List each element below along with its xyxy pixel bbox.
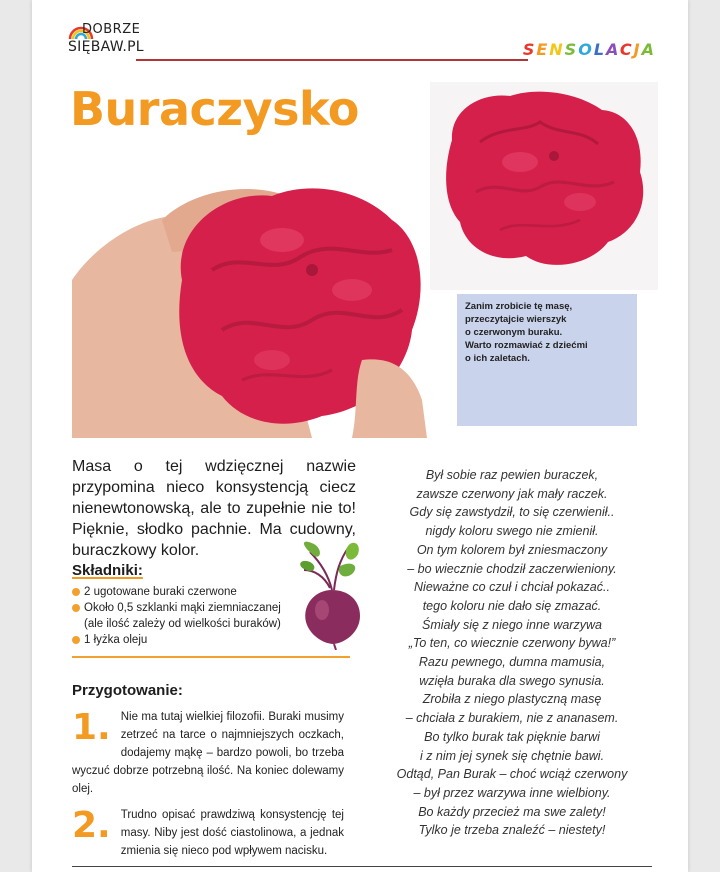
brand-letter: J (633, 40, 642, 59)
brand-letter: S (564, 40, 579, 59)
poem-line: i z nim jej synek się chętnie bawi. (419, 748, 605, 763)
poem-line: Śmiały się z niego inne warzywa (422, 617, 602, 632)
logo-text-top: DOBRZE (82, 22, 141, 37)
header-divider (136, 59, 528, 61)
poem-line: Zrobiła z niego plastyczną masę (422, 692, 602, 707)
poem-line: On tym kolorem był zniesmaczony (416, 542, 608, 557)
brand-letter: S (522, 40, 537, 59)
poem-line: – był przez warzywa inne wielbiony. (413, 785, 611, 800)
poem-line: Razu pewnego, dumna mamusia, (418, 655, 606, 670)
bullet-icon (72, 604, 80, 612)
step-number: 2. (72, 805, 111, 846)
step-2 (72, 806, 344, 860)
ingredient-text: 2 ugotowane buraki czerwone (84, 586, 237, 598)
hand-dough-photo (72, 160, 427, 438)
poem-line: nigdy koloru swego nie zmienił. (425, 524, 599, 539)
info-box (457, 294, 637, 426)
ingredient-text: Około 0,5 szklanki mąki ziemniaczanej (84, 602, 281, 614)
step-text: Trudno opisać prawdziwą konsystencję tej masy. Niby jest dość ciastolinowa, a jednak zmienia się nieco pod wpływem nacisku. (120, 809, 344, 857)
brand-letter: O (578, 40, 594, 59)
dough-photo (430, 82, 658, 290)
document-page (32, 0, 688, 872)
poem-line: – bo wiecznie chodził zaczerwieniony. (407, 561, 617, 576)
ingredient-text: 1 łyżka oleju (84, 634, 148, 646)
poem-line: Gdy się zawstydził, to się czerwienił.. (409, 505, 615, 520)
poem-line: Był sobie raz pewien buraczek, (425, 468, 599, 482)
bullet-icon (72, 588, 80, 596)
poem-line: „To ten, co wiecznie czerwony bywa!” (408, 636, 616, 651)
footer-divider (72, 866, 652, 867)
brand-letter: L (593, 40, 607, 59)
brand-letter: A (641, 40, 656, 59)
brand-letter: E (536, 40, 550, 59)
poem-line: Tylko je trzeba znaleźć – niestety! (418, 823, 606, 838)
ingredients-divider (72, 656, 350, 658)
intro-paragraph: Masa o tej wdzięcznej nazwie przypomina nieco konsystencją ciecz nienewtonowską, ale to zupełnie nie to! Pięknie, słodko pachnie. Ma cudowny, buraczkowy kolor. (72, 458, 356, 559)
poem-line: – chciała z burakiem, nie z ananasem. (405, 711, 619, 726)
poem-line: wzięła buraka dla swego synusia. (419, 673, 605, 688)
ingredients-heading: Składniki: (72, 562, 143, 579)
step-text: Nie ma tutaj wielkiej filozofii. Buraki musimy zetrzeć na tarce o najmniejszych oczkach, dodajemy mąkę – bardzo powoli, bo trzeba wyczuć dobrze potrzebną ilość. Na koniec dolewamy olej. (72, 711, 344, 795)
brand-wordmark (516, 40, 656, 59)
poem-line: Odtąd, Pan Burak – choć wciąż czerwony (396, 767, 628, 782)
info-box-text: Zanim zrobicie tę masę, przeczytajcie wierszyk o czerwonym buraku. Warto rozmawiać z dziećmi o ich zaletach. (465, 301, 588, 364)
brand-letter: N (549, 40, 565, 59)
poem-line: Nieważne co czuł i chciał pokazać.. (414, 580, 610, 595)
brand-letter: C (619, 40, 634, 59)
beet-icon (300, 540, 364, 650)
preparation-heading: Przygotowanie: (72, 682, 183, 699)
poem (368, 466, 656, 840)
poem-line: Bo każdy przecież ma swe zalety! (418, 804, 606, 819)
page-title: Buraczysko (70, 82, 359, 136)
poem-line: tego koloru nie dało się zmazać. (422, 598, 602, 613)
step-1 (72, 708, 344, 798)
site-logo[interactable] (68, 22, 148, 68)
bullet-icon (72, 636, 80, 644)
brand-letter: A (606, 40, 620, 59)
step-number: 1. (72, 707, 111, 748)
ingredient-note: (ale ilość zależy od wielkości buraków) (84, 618, 281, 630)
logo-text-bottom: SIĘBAW.PL (68, 39, 144, 55)
poem-line: Bo tylko burak tak pięknie barwi (424, 729, 600, 744)
poem-line: zawsze czerwony jak mały raczek. (416, 486, 608, 501)
